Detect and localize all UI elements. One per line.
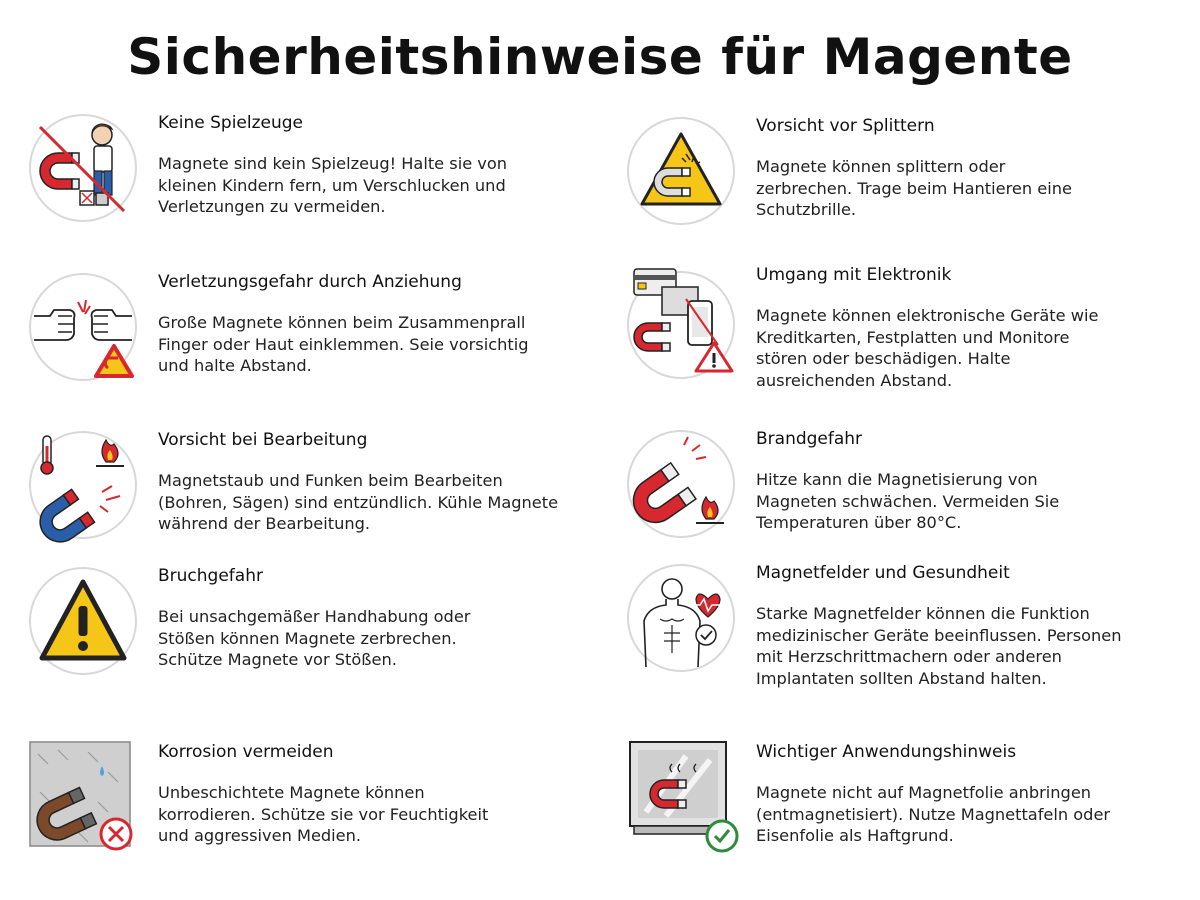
hint-title: Umgang mit Elektronik [756, 265, 952, 285]
hint-title: Keine Spielzeuge [158, 113, 304, 133]
child-magnet-prohibited-icon [28, 113, 138, 223]
page-title: Sicherheitshinweise für Magente [127, 28, 1073, 86]
hint-text: Starke Magnetfelder können die Funktion medizinischer Geräte beeinflussen. Personen mit Herzschrittmachern oder anderen Implantaten sollten Abstand halten. [756, 604, 1122, 688]
hint-text: Unbeschichtete Magnete können korrodieren. Schütze sie vor Feuchtigkeit und aggressiven Medien. [158, 783, 489, 845]
hint-title: Verletzungsgefahr durch Anziehung [158, 272, 462, 292]
heat-flame-magnet-icon [28, 430, 138, 540]
hint-text: Magnete können splittern oder zerbrechen. Trage beim Hantieren eine Schutzbrille. [756, 157, 1072, 219]
fists-collision-icon [28, 272, 138, 382]
hint-text: Bei unsachgemäßer Handhabung oder Stößen können Magnete zerbrechen. Schütze Magnete vor Stößen. [158, 607, 471, 669]
hint-text: Große Magnete können beim Zusammenprall Finger oder Haut einklemmen. Seie vorsichtig und halte Abstand. [158, 313, 529, 375]
hint-bearbeitung [28, 430, 588, 580]
hint-keine-spielzeuge [28, 113, 588, 263]
hint-bruchgefahr [28, 566, 588, 716]
hint-text: Magnete sind kein Spielzeug! Halte sie von kleinen Kindern fern, um Verschlucken und Verletzungen zu vermeiden. [158, 154, 508, 216]
splinter-warning-icon [626, 116, 736, 226]
corroded-magnet-icon [28, 742, 138, 852]
hint-anwendungshinweis [626, 742, 1186, 892]
hint-korrosion [28, 742, 588, 892]
pacemaker-body-icon [626, 563, 736, 673]
hint-text: Hitze kann die Magnetisierung von Magneten schwächen. Vermeiden Sie Temperaturen über 80°C. [756, 470, 1060, 532]
hint-title: Magnetfelder und Gesundheit [756, 563, 1010, 583]
hint-text: Magnete nicht auf Magnetfolie anbringen (entmagnetisiert). Nutze Magnettafeln oder Eisenfolie als Haftgrund. [756, 783, 1111, 845]
hint-title: Vorsicht vor Splittern [756, 116, 935, 136]
hint-splittern [626, 116, 1186, 266]
fire-magnet-icon [626, 429, 736, 539]
hint-gesundheit [626, 563, 1186, 713]
electronics-magnet-icon [626, 265, 736, 375]
hint-title: Vorsicht bei Bearbeitung [158, 430, 368, 450]
hint-title: Brandgefahr [756, 429, 863, 449]
hint-text: Magnetstaub und Funken beim Bearbeiten (Bohren, Sägen) sind entzündlich. Kühle Magnete während der Bearbeitung. [158, 471, 559, 533]
warning-triangle-icon [28, 566, 138, 676]
hint-title: Wichtiger Anwendungshinweis [756, 742, 1017, 762]
hint-brandgefahr [626, 429, 1186, 579]
magnet-board-check-icon [626, 742, 736, 852]
hint-elektronik [626, 265, 1186, 415]
hint-text: Magnete können elektronische Geräte wie Kreditkarten, Festplatten und Monitore stören oder beschädigen. Halte ausreichenden Abstand. [756, 306, 1099, 390]
hint-title: Bruchgefahr [158, 566, 263, 586]
hint-title: Korrosion vermeiden [158, 742, 334, 762]
hint-verletzungsgefahr [28, 272, 588, 422]
